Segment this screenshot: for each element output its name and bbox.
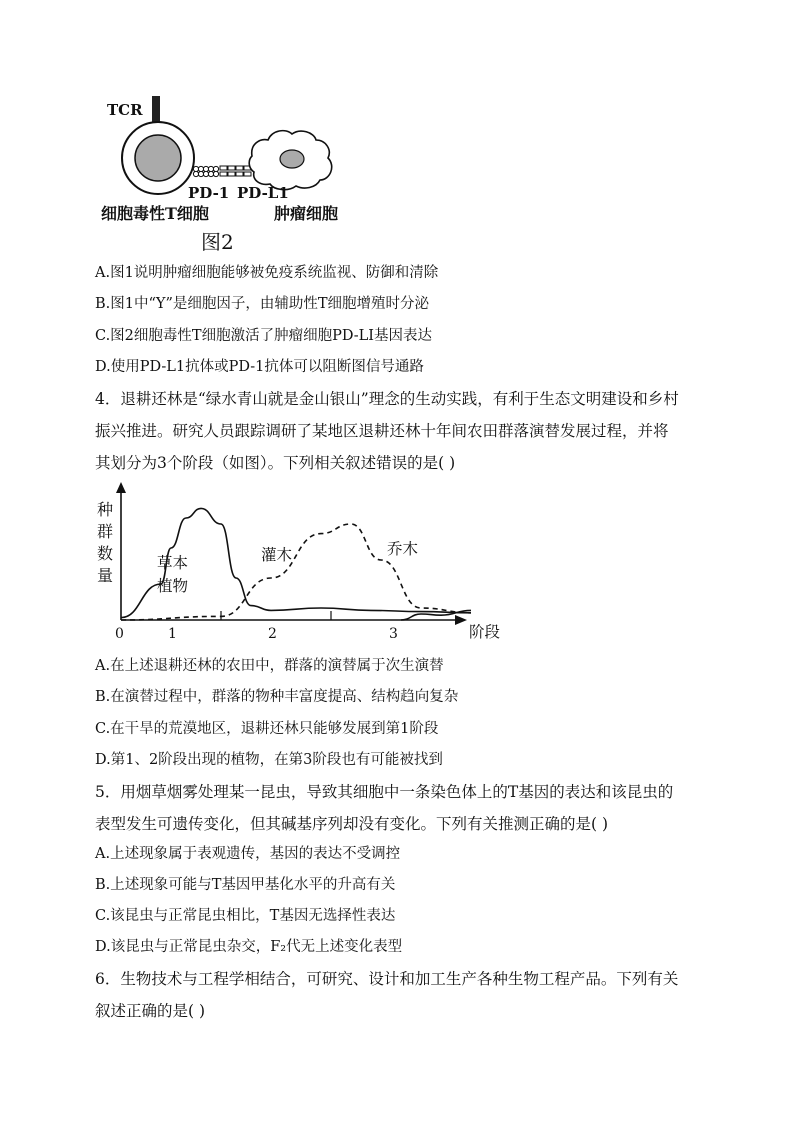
tumor-cell-nucleus <box>280 150 304 168</box>
q5-stem-line-2: 表型发生可遗传变化，但其碱基序列却没有变化。下列有关推测正确的是( ) <box>95 815 609 833</box>
q6-stem-line-1: 6．生物技术与工程学相结合，可研究、设计和加工生产各种生物工程产品。下列有关 <box>95 970 679 988</box>
tcr-receptor <box>152 96 160 124</box>
y-axis-label: 种群数量 <box>96 500 113 585</box>
figure-2 <box>100 96 340 256</box>
t-cell-nucleus <box>135 135 181 181</box>
q6-stem-line-2: 叙述正确的是( ) <box>95 1002 206 1020</box>
q5-option-a: A.上述现象属于表观遗传，基因的表达不受调控 <box>95 846 401 862</box>
q4-option-b: B.在演替过程中，群落的物种丰富度提高、结构趋向复杂 <box>95 689 459 705</box>
q3-option-a: A.图1说明肿瘤细胞能够被免疫系统监视、防御和清除 <box>95 265 439 281</box>
series-line-1 <box>121 524 471 620</box>
y-axis-arrow <box>116 482 126 493</box>
x-axis-label: 阶段 <box>469 623 501 641</box>
herb-label-line-2: 植物 <box>157 577 189 595</box>
q4-stem-line-2: 振兴推进。研究人员跟踪调研了某地区退耕还林十年间农田群落演替发展过程，并将 <box>95 422 669 440</box>
x-axis-arrow <box>455 615 467 625</box>
q5-option-c: C.该昆虫与正常昆虫相比，T基因无选择性表达 <box>95 908 396 924</box>
t-cell-label: 细胞毒性T细胞 <box>101 204 209 223</box>
pdl1-label: PD-L1 <box>237 184 289 202</box>
herb-label-line-1: 草本 <box>157 554 189 572</box>
q5-option-b: B.上述现象可能与T基因甲基化水平的升高有关 <box>95 877 396 893</box>
tumor-cell-label: 肿瘤细胞 <box>274 204 339 223</box>
tcr-label: TCR <box>107 101 143 119</box>
x-tick-3: 3 <box>389 626 398 642</box>
q5-stem-line-1: 5．用烟草烟雾处理某一昆虫，导致其细胞中一条染色体上的T基因的表达和该昆虫的 <box>95 783 674 801</box>
shrub-label: 灌木 <box>261 546 293 564</box>
q4-option-c: C.在干旱的荒漠地区，退耕还林只能够发展到第1阶段 <box>95 721 439 737</box>
q3-option-c: C.图2细胞毒性T细胞激活了肿瘤细胞PD-LI基因表达 <box>95 328 432 344</box>
q4-option-d: D.第1、2阶段出现的植物，在第3阶段也有可能被找到 <box>95 752 443 768</box>
x-tick-1: 1 <box>168 626 177 642</box>
q4-option-a: A.在上述退耕还林的农田中，群落的演替属于次生演替 <box>95 658 444 674</box>
tree-label: 乔木 <box>387 540 419 558</box>
pd1-receptor <box>193 166 218 176</box>
x-tick-2: 2 <box>268 626 277 642</box>
pdl1-ligand <box>220 166 251 176</box>
q5-option-d: D.该昆虫与正常昆虫杂交，F₂代无上述变化表型 <box>95 939 403 955</box>
q4-stem-line-1: 4．退耕还林是“绿水青山就是金山银山”理念的生动实践，有利于生态文明建设和乡村 <box>95 390 679 408</box>
x-tick-0: 0 <box>115 626 124 642</box>
q3-option-d: D.使用PD-L1抗体或PD-1抗体可以阻断图信号通路 <box>95 359 424 375</box>
pd1-label: PD-1 <box>188 184 230 202</box>
figure-2-caption: 图2 <box>201 230 234 254</box>
succession-chart <box>95 485 515 650</box>
q4-stem-line-3: 其划分为3个阶段（如图）。下列相关叙述错误的是( ) <box>95 454 456 472</box>
q3-option-b: B.图1中“Y”是细胞因子，由辅助性T细胞增殖时分泌 <box>95 296 430 312</box>
